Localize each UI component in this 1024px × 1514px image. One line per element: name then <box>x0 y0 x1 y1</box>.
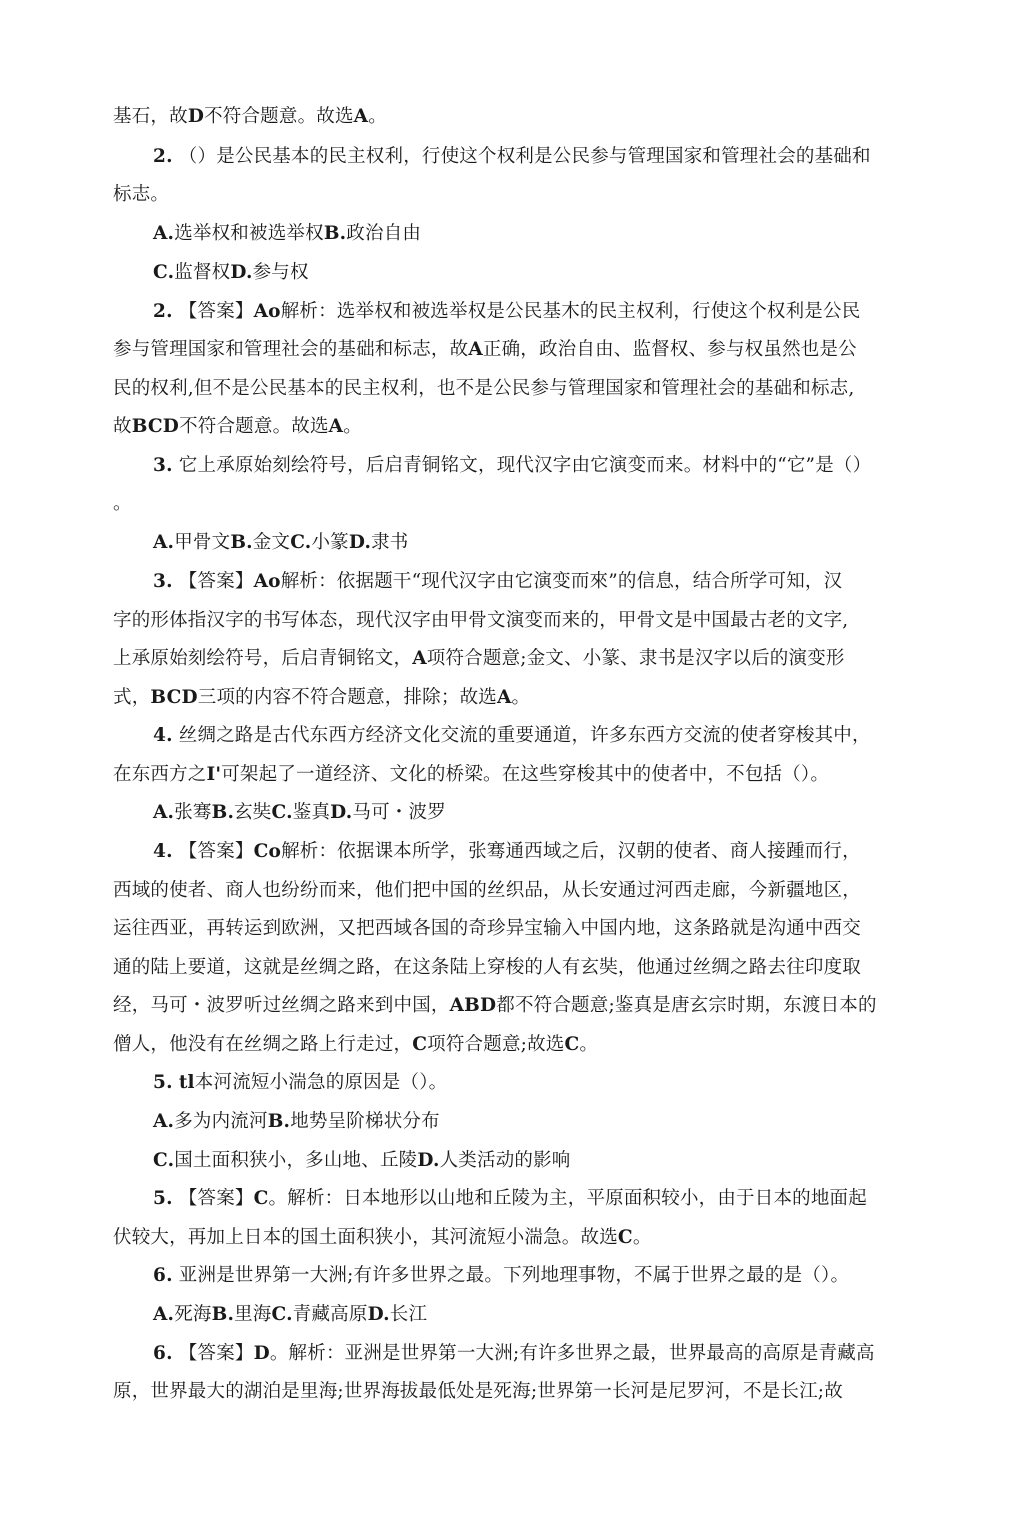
answer-2-cont-2: 民的权利,但不是公民基本的民主权利，也不是公民参与管理国家和管理社会的基础和标志, <box>113 378 855 399</box>
answer-6: 6. 【答案】D。解析：亚洲是世界第一大洲;有许多世界之最，世界最高的高原是青藏高 <box>153 1343 875 1364</box>
answer-4-cont-4: 经，马可・波罗听过丝绸之路来到中国，ABD都不符合题意;鉴真是唐玄宗时期，东渡日本的 <box>113 995 877 1016</box>
answer-5-cont: 伏较大，再加上日本的国土面积狭小，其河流短小湍急。故选C。 <box>113 1227 652 1248</box>
question-5-options-ab: A.多为内流河B.地势呈阶梯状分布 <box>153 1111 440 1132</box>
answer-2-cont-1: 参与管理国家和管理社会的基础和标志，故A正确，政治自由、监督权、参与权虽然也是公 <box>113 339 857 360</box>
answer-4-cont-2: 运往西亚，再转运到欧洲，又把西域各国的奇珍异宝输入中国内地，这条路就是沟通中西交 <box>113 918 862 939</box>
answer-4-cont-1: 西域的使者、商人也纷纷而来，他们把中国的丝织品，从长安通过河西走廊，今新疆地区， <box>113 880 862 901</box>
answer-3: 3. 【答案】Ao解析：依据题干“现代汉字由它演变而來”的信息，结合所学可知，汉 <box>153 571 843 592</box>
question-5-options-cd: C.国土面积狭小，多山地、丘陵D.人类活动的影响 <box>153 1150 571 1171</box>
answer-2-cont-3: 故BCD不符合题意。故选A。 <box>113 416 362 437</box>
answer-1-tail: 基石，故D不符合题意。故选A。 <box>113 106 387 127</box>
question-2-options-cd: C.监督权D.参与权 <box>153 262 309 283</box>
answer-5: 5. 【答案】C。解析：日本地形以山地和丘陵为主，平原面积较小，由于日本的地面起 <box>153 1188 867 1209</box>
question-2-cont: 标志。 <box>113 184 170 205</box>
question-4-cont: 在东西方之I'可架起了一道经济、文化的桥梁。在这些穿梭其中的使者中，不包括（）。 <box>113 764 830 785</box>
question-6-options: A.死海B.里海C.青藏高原D.长江 <box>153 1304 428 1325</box>
answer-4-cont-5: 僧人，他没有在丝绸之路上行走过，C项符合题意;故选C。 <box>113 1034 599 1055</box>
question-2: 2. （）是公民基本的民主权利，行使这个权利是公民参与管理国家和管理社会的基础和 <box>153 146 871 167</box>
question-3: 3. 它上承原始刻绘符号，后启青铜铭文，现代汉字由它演变而来。材料中的“它”是（） <box>153 455 872 476</box>
question-3-options: A.甲骨文B.金文C.小篆D.隶书 <box>153 532 409 553</box>
question-4-options: A.张骞B.玄奘C.鉴真D.马可・波罗 <box>153 802 446 823</box>
question-4: 4. 丝绸之路是古代东西方经济文化交流的重要通道，许多东西方交流的使者穿梭其中， <box>153 725 871 746</box>
answer-3-cont-3: 式，BCD三项的内容不符合题意，排除；故选A。 <box>113 687 531 708</box>
answer-2: 2. 【答案】Ao解析：选举权和被选举权是公民基木的民主权利，行使这个权利是公民 <box>153 301 861 322</box>
answer-4-cont-3: 通的陆上要道，这就是丝绸之路，在这条陆上穿梭的人有玄奘，他通过丝绸之路去往印度取 <box>113 957 862 978</box>
question-3-cont: 。 <box>113 493 132 514</box>
answer-3-cont-1: 字的形体指汉字的书写体态，现代汉字由甲骨文演变而来的，甲骨文是中国最古老的文字, <box>113 610 849 631</box>
question-5: 5. tl本河流短小湍急的原因是（）。 <box>153 1072 448 1093</box>
answer-4: 4. 【答案】Co解析：依据课本所学，张骞通西域之后，汉朝的使者、商人接踵而行， <box>153 841 861 862</box>
answer-6-cont: 原，世界最大的湖泊是里海;世界海拔最低处是死海;世界第一长河是尼罗河，不是长江;故 <box>113 1381 843 1402</box>
answer-3-cont-2: 上承原始刻绘符号，后启青铜铭文，A项符合题意;金文、小篆、隶书是汉字以后的演变形 <box>113 648 845 669</box>
question-2-options-ab: A.选举权和被选举权B.政治自由 <box>153 223 422 244</box>
question-6: 6. 亚洲是世界第一大洲;有许多世界之最。下列地理事物，不属于世界之最的是（）。 <box>153 1265 850 1286</box>
